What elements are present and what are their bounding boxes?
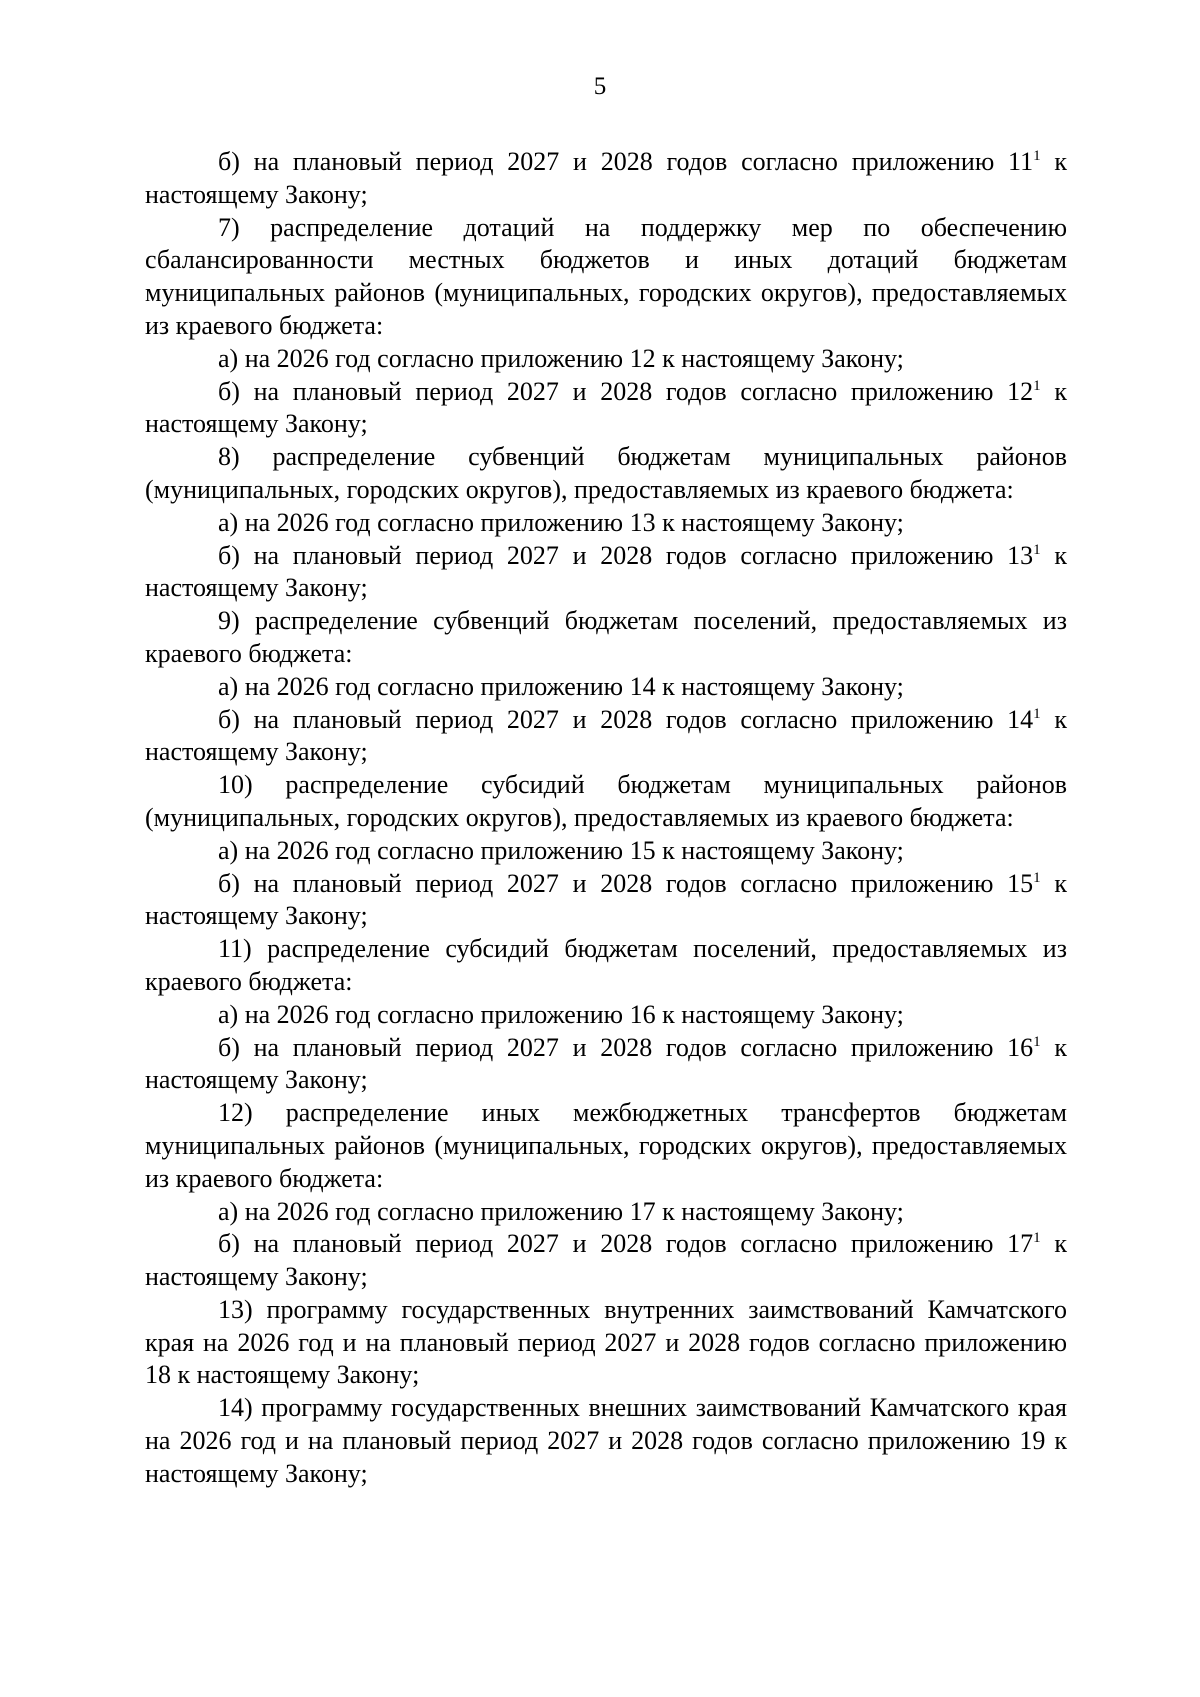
paragraph-item-12: 12) распределение иных межбюджетных трансфертов бюджетам муниципальных районов (муниципальных, городских округов), предоставляемых из краевого бюджета: — [145, 1098, 1067, 1193]
paragraph-13-b: б) на плановый период 2027 и 2028 годов согласно приложению $13^1$ к настоящему Закону; — [145, 540, 1067, 603]
paragraph-16-b: б) на плановый период 2027 и 2028 годов согласно приложению $16^1$ к настоящему Закону; — [145, 1032, 1067, 1095]
page-number: 5 — [593, 73, 607, 100]
paragraph-15-b: б) на плановый период 2027 и 2028 годов согласно приложению $15^1$ к настоящему Закону; — [145, 868, 1067, 931]
paragraph-13-a: а) на 2026 год согласно приложению 13 к настоящему Закону; — [218, 507, 904, 537]
paragraph-12-b: б) на плановый период 2027 и 2028 годов согласно приложению $12^1$ к настоящему Закону; — [145, 376, 1067, 439]
paragraph-11-b: б) на плановый период 2027 и 2028 годов согласно приложению $11^1$ к настоящему Закону; — [145, 147, 1067, 209]
superscript-mark: 1 — [1033, 705, 1041, 722]
document-body — [145, 146, 1067, 1491]
paragraph-17-a: а) на 2026 год согласно приложению 17 к настоящему Закону; — [218, 1196, 904, 1226]
paragraph-item-7: 7) распределение дотаций на поддержку мер по обеспечению сбалансированности местных бюджетов и иных дотаций бюджетам муниципальных районов (муниципальных, городских округов), предоставляемых из краевого бюджета: — [145, 212, 1067, 340]
superscript-mark: 1 — [1033, 1033, 1041, 1050]
paragraph-12-a: а) на 2026 год согласно приложению 12 к настоящему Закону; — [218, 343, 904, 373]
paragraph-item-8: 8) распределение субвенций бюджетам муниципальных районов (муниципальных, городских округов), предоставляемых из краевого бюджета: — [145, 442, 1067, 504]
superscript-mark: 1 — [1033, 1230, 1041, 1247]
superscript-mark: 1 — [1033, 869, 1041, 886]
paragraph-item-14: 14) программу государственных внешних заимствований Камчатского края на 2026 год и на плановый период 2027 и 2028 годов согласно приложению 19 к настоящему Закону; — [145, 1393, 1067, 1488]
superscript-mark: 1 — [1033, 377, 1041, 394]
paragraph-item-11: 11) распределение субсидий бюджетам поселений, предоставляемых из краевого бюджета: — [145, 934, 1067, 996]
paragraph-item-10: 10) распределение субсидий бюджетам муниципальных районов (муниципальных, городских округов), предоставляемых из краевого бюджета: — [145, 770, 1067, 832]
paragraph-17-b: б) на плановый период 2027 и 2028 годов согласно приложению $17^1$ к настоящему Закону; — [145, 1229, 1067, 1292]
paragraph-item-13: 13) программу государственных внутренних заимствований Камчатского края на 2026 год и на плановый период 2027 и 2028 годов согласно приложению 18 к настоящему Закону; — [145, 1294, 1067, 1390]
superscript-mark: 1 — [1033, 148, 1041, 164]
paragraph-14-a: а) на 2026 год согласно приложению 14 к настоящему Закону; — [218, 671, 904, 701]
superscript-mark: 1 — [1033, 541, 1041, 558]
paragraph-item-9: 9) распределение субвенций бюджетам поселений, предоставляемых из краевого бюджета: — [145, 606, 1067, 668]
paragraph-16-a: а) на 2026 год согласно приложению 16 к настоящему Закону; — [218, 999, 904, 1029]
paragraph-15-a: а) на 2026 год согласно приложению 15 к настоящему Закону; — [218, 835, 904, 865]
paragraph-14-b: б) на плановый период 2027 и 2028 годов согласно приложению $14^1$ к настоящему Закону; — [145, 704, 1067, 767]
